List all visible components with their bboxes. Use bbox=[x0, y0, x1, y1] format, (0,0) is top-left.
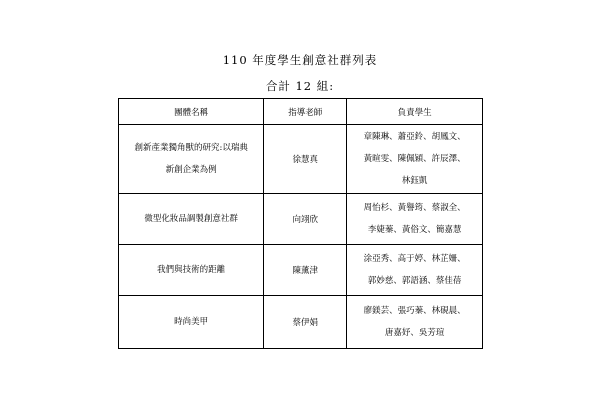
groups-table bbox=[118, 98, 483, 349]
header-advisor: 指導老師 bbox=[264, 99, 347, 125]
advisor-cell: 向翊欣 bbox=[264, 194, 347, 245]
table-row bbox=[119, 125, 483, 194]
students-line: 涂亞秀、高于婷、林芷姍、 bbox=[363, 254, 466, 264]
students-line: 李婕蓁、黃俗文、簡嘉慧 bbox=[367, 225, 462, 235]
students-line: 章陳琳、蕭亞鈴、胡鳳文、 bbox=[363, 132, 466, 142]
students-cell bbox=[347, 296, 483, 349]
students-line: 郭妙慈、郭語涵、蔡佳蓓 bbox=[367, 276, 462, 286]
group-name-line: 微型化妝品調製創意社群 bbox=[144, 214, 238, 224]
students-line: 唐嘉妤、吳芳瑄 bbox=[384, 328, 445, 338]
students-cell bbox=[347, 245, 483, 296]
group-name-line: 時尚美甲 bbox=[174, 317, 209, 327]
students-cell bbox=[347, 125, 483, 194]
document-title: 110 年度學生創意社群列表 bbox=[222, 53, 378, 67]
group-name-line: 我們與技術的距離 bbox=[157, 265, 226, 275]
advisor-cell: 徐慧真 bbox=[264, 125, 347, 194]
students-line: 周怡杉、黃譽筠、蔡淑全、 bbox=[363, 203, 466, 213]
advisor-cell: 蔡伊娟 bbox=[264, 296, 347, 349]
table-row bbox=[119, 245, 483, 296]
header-group-name: 團體名稱 bbox=[119, 99, 264, 125]
group-name-line: 創新產業獨角獸的研究:以瑞典 bbox=[134, 143, 248, 153]
table-row bbox=[119, 296, 483, 349]
table-header-row bbox=[119, 99, 483, 125]
group-name-cell bbox=[119, 125, 264, 194]
students-line: 廖鎂芸、張巧蓁、林硯晨、 bbox=[363, 306, 466, 316]
group-name-cell bbox=[119, 194, 264, 245]
advisor-cell: 陳薰津 bbox=[264, 245, 347, 296]
group-name-line: 新創企業為例 bbox=[165, 165, 217, 175]
header-students: 負責學生 bbox=[347, 99, 483, 125]
students-line: 黃暄雯、陳佩穎、許辰澤、 bbox=[363, 154, 466, 164]
students-line: 林鈺凱 bbox=[401, 176, 428, 186]
group-count: 合計 12 組: bbox=[265, 79, 335, 93]
group-name-cell bbox=[119, 296, 264, 349]
students-cell bbox=[347, 194, 483, 245]
table-row bbox=[119, 194, 483, 245]
group-name-cell bbox=[119, 245, 264, 296]
